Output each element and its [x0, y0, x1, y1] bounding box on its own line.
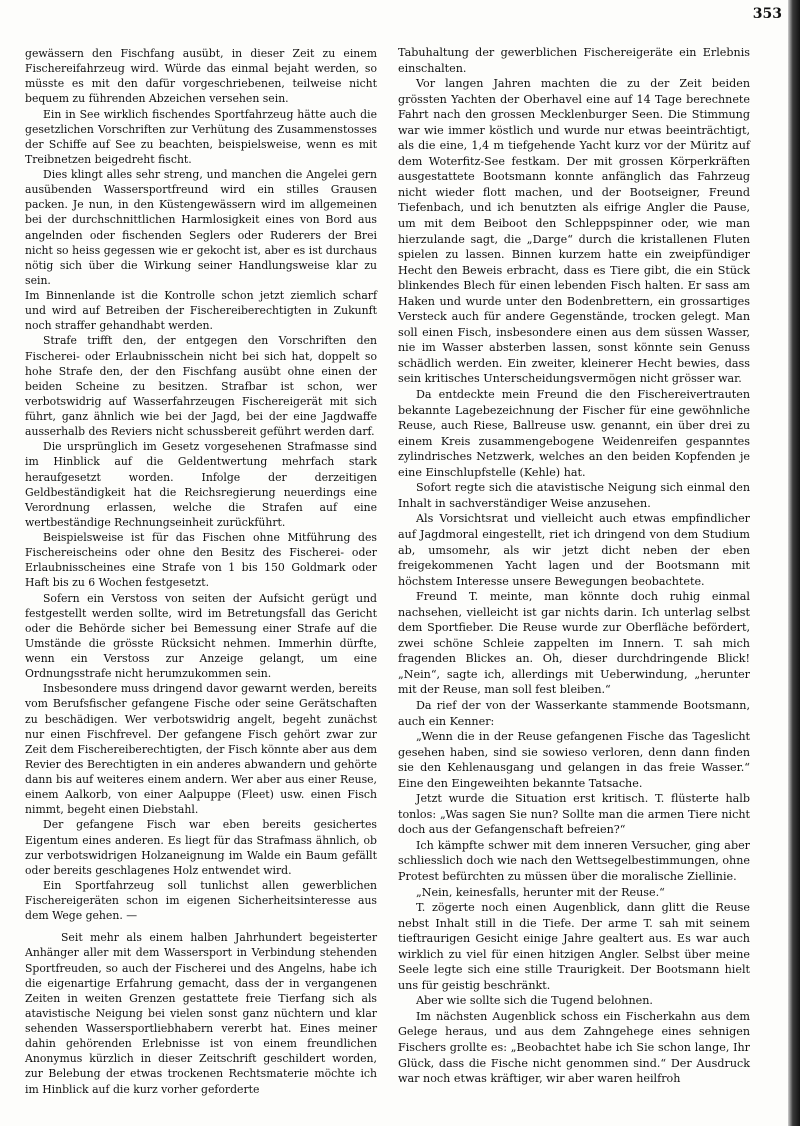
paragraph: T. zögerte noch einen Augenblick, dann glitt die Reuse nebst Inhalt still in die Tiefe. Der arme T. sah mit seinem tieftraurigen Gesicht einige Jahre gealtert aus. Es war auch wirklich zu viel für einen hitzigen Angler. Selbst über meine Seele legte sich eine stille Traurigkeit. Der Bootsmann hielt uns für geistig beschränkt. — [398, 901, 750, 992]
right-column — [398, 45, 750, 1087]
page-edge-shadow — [788, 0, 800, 1126]
paragraph: Im Binnenlande ist die Kontrolle schon jetzt ziemlich scharf und wird auf Betreiben der Fischereiberechtigten in Zukunft noch straffer gehandhabt werden. — [25, 289, 377, 333]
paragraph: „Wenn die in der Reuse gefangenen Fische das Tageslicht gesehen haben, sind sie sowieso verloren, denn dann finden sie den Kehlenausgang und gelangen in das freie Wasser.“ Eine den Eingeweihten bekannte Tatsache. — [398, 730, 750, 790]
left-column — [25, 46, 377, 1097]
paragraph: Jetzt wurde die Situation erst kritisch. T. flüsterte halb tonlos: „Was sagen Sie nun? Sollte man die armen Tiere nicht doch aus der Gefangenschaft befreien?“ — [398, 792, 750, 837]
paragraph: Tabuhaltung der gewerblichen Fischereigeräte ein Erlebnis einschalten. — [398, 46, 750, 75]
paragraph: Im nächsten Augenblick schoss ein Fischerkahn aus dem Gelege heraus, und aus dem Zahngehege eines sehnigen Fischers grollte es: „Beobachtet habe ich Sie schon lange, Ihr Glück, dass die Fische nicht genommen sind.“ Der Ausdruck war noch etwas kräftiger, wir aber waren heilfroh — [398, 1009, 750, 1086]
paragraph: Dies klingt alles sehr streng, und manchen die Angelei gern ausübenden Wassersportfreund wird ein stilles Grausen packen. Je nun, in den Küstengewässern wird im allgemeinen bei der durchschnittlichen Harmlosigkeit eines von Bord aus angelnden oder fischenden Seglers oder Ruderers der Brei nicht so heiss gegessen wie er gekocht ist, aber es ist durchaus nötig sich über die Wirkung seiner Handlungsweise klar zu sein. — [25, 168, 377, 287]
paragraph: Als Vorsichtsrat und vielleicht auch etwas empfindlicher auf Jagdmoral eingestellt, riet ich dringend von dem Studium ab, umsomehr, als wir jetzt dicht neben der eben freigekommenen Yacht lagen und der Bootsmann mit höchstem Interesse unsere Bewegungen beobachtete. — [398, 512, 750, 588]
paragraph: Vor langen Jahren machten die zu der Zeit beiden grössten Yachten der Oberhavel eine auf 14 Tage berechnete Fahrt nach den grossen Mecklenburger Seen. Die Stimmung war wie immer köstlich und wurde nur etwas beeinträchtigt, als die eine, 1,4 m tiefgehende Yacht kurz vor der Müritz auf dem Woterfitz-See festkam. Der mit grossen Körperkräften ausgestattete Bootsmann konnte anfänglich das Fahrzeug nicht wieder flott machen, und der Bootseigner, Freund Tiefenbach, und ich benutzten als eifrige Angler die Pause, um mit dem Beiboot den Schleppspinner oder, wie man hierzulande sagt, die „Darge“ durch die kristallenen Fluten spielen zu lassen. Binnen kurzem hatte ein zweipfündiger Hecht den Beweis erbracht, dass es Tiere gibt, die ein Stück blinkendes Blech für einen lebenden Fisch halten. Er sass am Haken und wurde unter den Bodenbrettern, ein grossartiges Versteck auch für andere Gegenstände, trocken gelegt. Man soll einen Fisch, insbesondere einen aus dem süssen Wasser, nie im Wasser absterben lassen, sonst könnte sein Genuss schädlich werden. Ein zweiter, kleinerer Hecht bewies, dass sein kritisches Unterscheidungsvermögen nicht grösser war. — [398, 77, 750, 386]
paragraph: „Nein, keinesfalls, herunter mit der Reuse.“ — [416, 885, 665, 899]
paragraph: Der gefangene Fisch war eben bereits gesichertes Eigentum eines anderen. Es liegt für das Strafmass ähnlich, ob zur verbotswidrigen Holzaneignung im Walde ein Baum gefällt oder bereits geschlagenes Holz entwendet wird. — [25, 818, 377, 877]
paragraph: Seit mehr als einem halben Jahrhundert begeisterter Anhänger aller mit dem Wassersport in Verbindung stehenden Sportfreuden, so auch der Fischerei und des Angelns, habe ich die eigenartige Erfahrung gemacht, dass der in vergangenen Zeiten in weiten Grenzen gestattete freie Tierfang sich als atavistische Neigung bei vielen sonst ganz nüchtern und klar sehenden Wassersportliebhabern vererbt hat. Eines meiner dahin gehörenden Erlebnisse ist von einem freundlichen Anonymus kürzlich in dieser Zeitschrift geschildert worden, zur Belebung der etwas trockenen Rechtsmaterie möchte ich im Hinblick auf die kurz vorher geforderte — [25, 931, 377, 1096]
paragraph: Ein Sportfahrzeug soll tunlichst allen gewerblichen Fischereigeräten schon im eigenen Sicherheitsinteresse aus dem Wege gehen. — — [25, 878, 377, 923]
paragraph: Da rief der von der Wasserkante stammende Bootsmann, auch ein Kenner: — [398, 698, 750, 728]
paragraph: Ich kämpfte schwer mit dem inneren Versucher, ging aber schliesslich doch wie nach den Wettsegelbestimmungen, ohne Protest befürchten zu müssen über die moralische Ziellinie. — [398, 838, 750, 883]
paragraph: Aber wie sollte sich die Tugend belohnen. — [416, 994, 653, 1008]
paragraph: gewässern den Fischfang ausübt, in dieser Zeit zu einem Fischereifahrzeug wird. Würde das einmal bejaht werden, so müsste es mit den dafür vorgeschriebenen, teilweise nicht bequem zu führenden Abzeichen versehen sein. — [25, 47, 377, 106]
paragraph: Sofort regte sich die atavistische Neigung sich einmal den Inhalt in sachverständiger Weise anzusehen. — [398, 481, 750, 510]
paragraph: Strafe trifft den, der entgegen den Vorschriften den Fischerei- oder Erlaubnisschein nicht bei sich hat, doppelt so hohe Strafe den, der den Fischfang ausübt ohne einen der beiden Scheine zu besitzen. Strafbar ist schon, wer verbotswidrig auf Wasserfahrzeugen Fischereigerät mit sich führt, ganz ähnlich wie bei der Jagd, bei der eine Jagdwaffe ausserhalb des Reviers nicht schussbereit geführt werden darf. — [25, 334, 377, 439]
paragraph: Freund T. meinte, man könnte doch ruhig einmal nachsehen, vielleicht ist gar nichts darin. Ich unterlag selbst dem Sportfieber. Die Reuse wurde zur Oberfläche befördert, zwei schöne Schleie zappelten im Innern. T. sah mich fragenden Blickes an. Oh, dieser durchdringende Blick! „Nein“, sagte ich, allerdings mit Ueberwindung, „herunter mit der Reuse, man soll fest bleiben.“ — [398, 590, 750, 697]
paragraph: Insbesondere muss dringend davor gewarnt werden, bereits vom Berufsfischer gefangene Fische oder seine Gerätschaften zu beschädigen. Wer verbotswidrig angelt, begeht zunächst nur einen Fischfrevel. Der gefangene Fisch gehört zwar zur Zeit dem Fischereiberechtigten, der Fisch könnte aber aus dem Revier des Berechtigten in ein anderes abwandern und gehörte dann bis auf weiteres einem andern. Wer aber aus einer Reuse, einem Aalkorb, von einer Aalpuppe (Fleet) usw. einen Fisch nimmt, begeht einen Diebstahl. — [25, 682, 377, 817]
paragraph: Die ursprünglich im Gesetz vorgesehenen Strafmasse sind im Hinblick auf die Geldentwertung mehrfach stark heraufgesetzt worden. Infolge der derzeitigen Geldbeständigkeit hat die Reichsregierung neuerdings eine Verordnung erlassen, welche die Strafen auf eine wertbeständige Rechnungseinheit zurückführt. — [25, 440, 377, 529]
paragraph: Beispielsweise ist für das Fischen ohne Mitführung des Fischereischeins oder ohne den Besitz des Fischerei- oder Erlaubnisscheines eine Strafe von 1 bis 150 Goldmark oder Haft bis zu 6 Wochen festgesetzt. — [25, 531, 377, 590]
paragraph: Da entdeckte mein Freund die den Fischereivertrauten bekannte Lagebezeichnung der Fischer für eine gewöhnliche Reuse, auch Riese, Ballreuse usw. genannt, ein über drei zu einem Kreis zusammengebogene Weidenreifen gespanntes zylindrisches Netzwerk, welches an den beiden Kopfenden je eine Einschlupfstelle (Kehle) hat. — [398, 388, 750, 479]
page-number: 353 — [752, 6, 782, 22]
paragraph: Sofern ein Verstoss von seiten der Aufsicht gerügt und festgestellt werden sollte, wird im Betretungsfall das Gericht oder die Behörde sicher bei Bemessung einer Strafe auf die Umstände die grösste Rücksicht nehmen. Immerhin dürfte, wenn ein Verstoss zur Anzeige gelangt, um eine Ordnungsstrafe nicht herumzukommen sein. — [25, 591, 377, 681]
paragraph: Ein in See wirklich fischendes Sportfahrzeug hätte auch die gesetzlichen Vorschriften zur Verhütung des Zusammenstosses der Schiffe auf See zu beachten, beispielsweise, wenn es mit Treibnetzen beigedreht fischt. — [25, 107, 377, 166]
